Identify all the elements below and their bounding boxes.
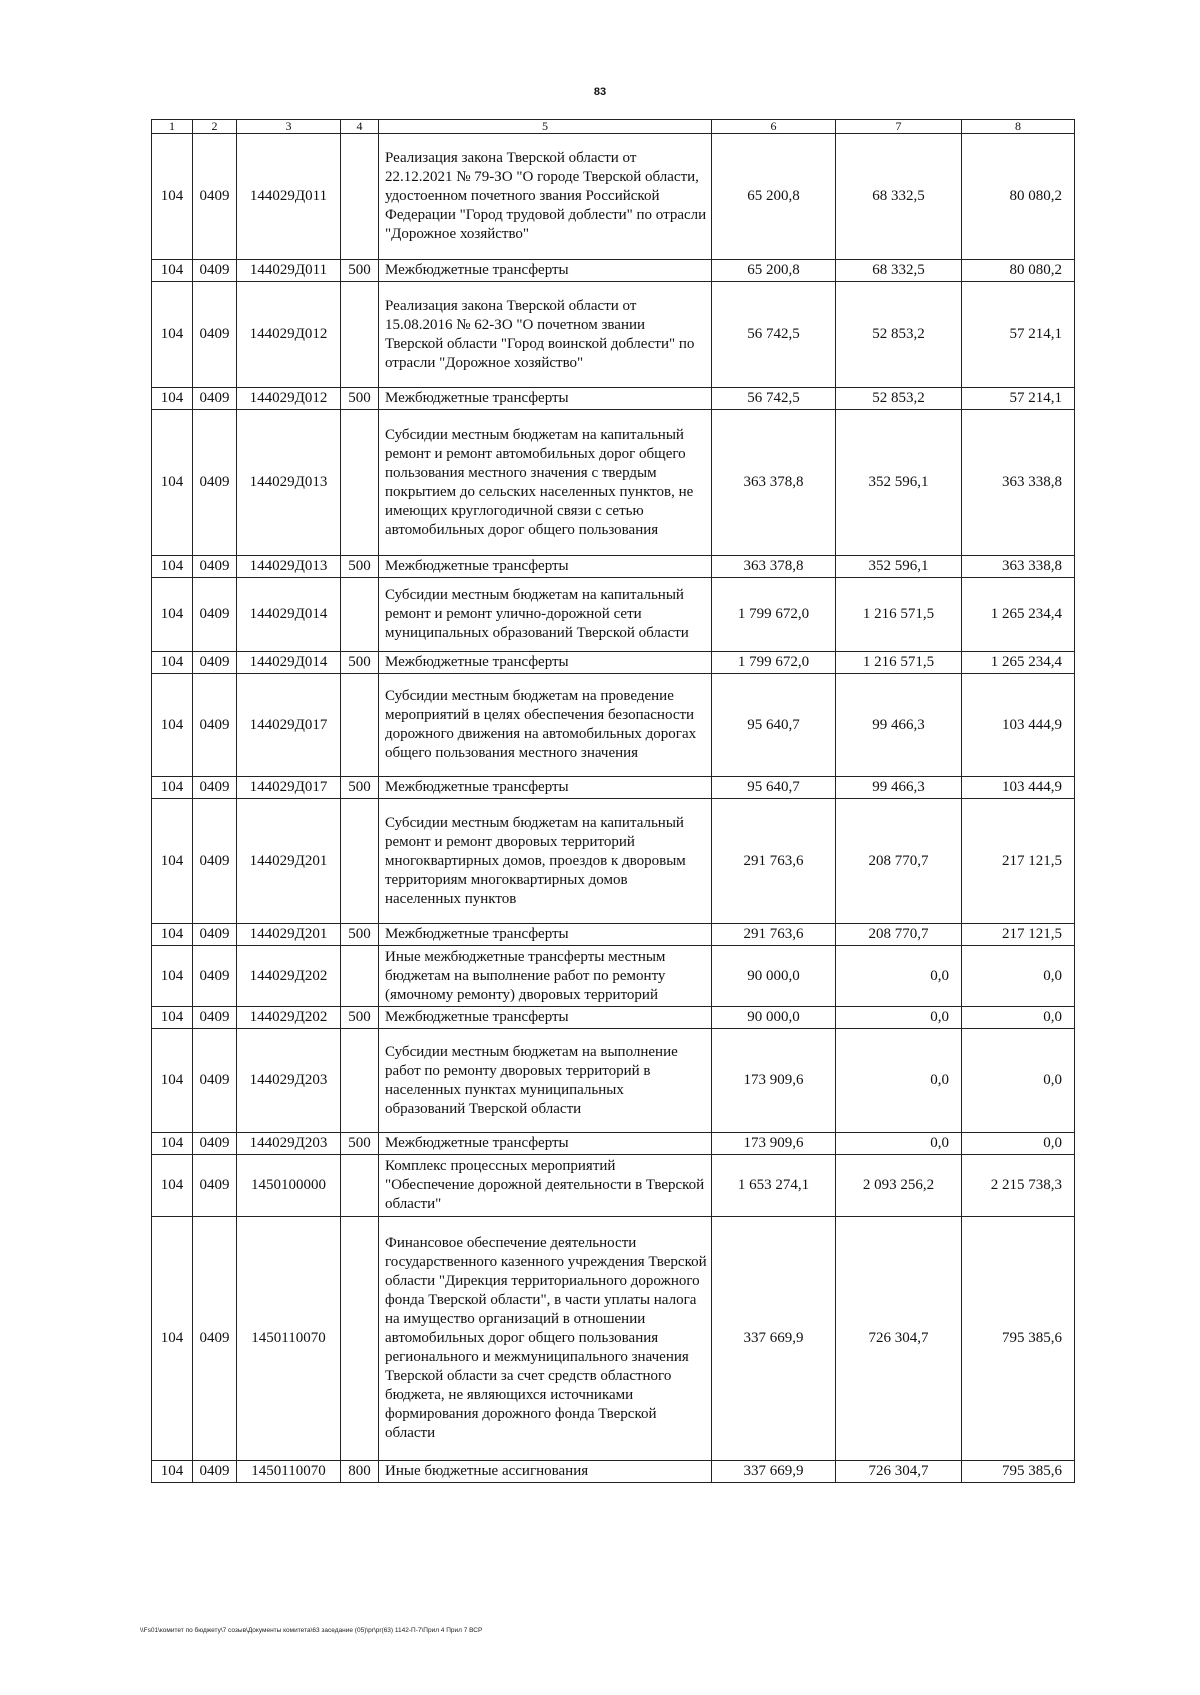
cell-target-code: 144029Д201 (237, 799, 341, 924)
col-header-7: 7 (836, 120, 962, 134)
footer-file-path: \\Fs01\комитет по бюджету\7 созыв\Документы комитета\63 заседание (05)\pr\pr(63) 1142-П-7\Прил 4 Прил 7 ВСР (140, 1627, 483, 1634)
cell-amount-year1: 65 200,8 (712, 260, 836, 282)
table-row (152, 260, 1075, 282)
cell-name: Реализация закона Тверской области от 22.12.2021 № 79-ЗО "О городе Тверской области, удостоенном почетного звания Российской Федерации "Город трудовой доблести" по отрасли "Дорожное хозяйство" (379, 134, 712, 260)
cell-amount-year1: 56 742,5 (712, 282, 836, 388)
cell-amount-year2: 1 216 571,5 (836, 578, 962, 652)
cell-ministry-code: 104 (152, 410, 193, 556)
table-row (152, 799, 1075, 924)
cell-expense-type (341, 282, 379, 388)
cell-amount-year2: 52 853,2 (836, 282, 962, 388)
cell-amount-year3: 363 338,8 (962, 410, 1075, 556)
cell-amount-year1: 1 799 672,0 (712, 652, 836, 674)
table-row (152, 556, 1075, 578)
cell-expense-type (341, 1029, 379, 1133)
cell-ministry-code: 104 (152, 134, 193, 260)
cell-section-code: 0409 (193, 1007, 237, 1029)
table-row (152, 410, 1075, 556)
cell-amount-year3: 80 080,2 (962, 260, 1075, 282)
cell-section-code: 0409 (193, 924, 237, 946)
cell-target-code: 144029Д017 (237, 674, 341, 777)
cell-section-code: 0409 (193, 578, 237, 652)
cell-amount-year1: 65 200,8 (712, 134, 836, 260)
cell-amount-year2: 726 304,7 (836, 1461, 962, 1483)
cell-section-code: 0409 (193, 799, 237, 924)
cell-amount-year3: 0,0 (962, 1007, 1075, 1029)
table-row (152, 924, 1075, 946)
cell-name: Межбюджетные трансферты (379, 1007, 712, 1029)
col-header-5: 5 (379, 120, 712, 134)
cell-amount-year1: 95 640,7 (712, 777, 836, 799)
cell-target-code: 144029Д201 (237, 924, 341, 946)
cell-amount-year3: 1 265 234,4 (962, 652, 1075, 674)
cell-amount-year3: 0,0 (962, 946, 1075, 1007)
cell-amount-year3: 103 444,9 (962, 674, 1075, 777)
cell-expense-type (341, 134, 379, 260)
cell-amount-year2: 2 093 256,2 (836, 1155, 962, 1217)
table-row (152, 652, 1075, 674)
page-number: 83 (593, 86, 607, 98)
table-row (152, 1461, 1075, 1483)
cell-target-code: 144029Д012 (237, 282, 341, 388)
cell-expense-type: 500 (341, 556, 379, 578)
cell-name: Иные бюджетные ассигнования (379, 1461, 712, 1483)
cell-amount-year3: 0,0 (962, 1133, 1075, 1155)
cell-expense-type: 500 (341, 652, 379, 674)
cell-expense-type: 500 (341, 1133, 379, 1155)
cell-section-code: 0409 (193, 410, 237, 556)
cell-target-code: 144029Д011 (237, 260, 341, 282)
cell-expense-type (341, 578, 379, 652)
cell-target-code: 144029Д012 (237, 388, 341, 410)
col-header-3: 3 (237, 120, 341, 134)
cell-name: Межбюджетные трансферты (379, 388, 712, 410)
cell-section-code: 0409 (193, 777, 237, 799)
table-row (152, 946, 1075, 1007)
table-row (152, 1155, 1075, 1217)
cell-expense-type (341, 946, 379, 1007)
cell-name: Межбюджетные трансферты (379, 556, 712, 578)
cell-amount-year2: 68 332,5 (836, 134, 962, 260)
cell-expense-type: 500 (341, 1007, 379, 1029)
cell-expense-type: 500 (341, 924, 379, 946)
cell-target-code: 1450110070 (237, 1461, 341, 1483)
cell-expense-type: 500 (341, 260, 379, 282)
cell-ministry-code: 104 (152, 1217, 193, 1461)
table-row (152, 1007, 1075, 1029)
table-row (152, 777, 1075, 799)
cell-name: Иные межбюджетные трансферты местным бюджетам на выполнение работ по ремонту (ямочному ремонту) дворовых территорий (379, 946, 712, 1007)
cell-target-code: 144029Д202 (237, 1007, 341, 1029)
cell-section-code: 0409 (193, 1029, 237, 1133)
table-row (152, 578, 1075, 652)
cell-amount-year3: 80 080,2 (962, 134, 1075, 260)
table-row (152, 282, 1075, 388)
cell-target-code: 144029Д011 (237, 134, 341, 260)
cell-name: Межбюджетные трансферты (379, 260, 712, 282)
cell-amount-year1: 1 653 274,1 (712, 1155, 836, 1217)
cell-ministry-code: 104 (152, 652, 193, 674)
cell-amount-year1: 337 669,9 (712, 1217, 836, 1461)
cell-amount-year3: 217 121,5 (962, 924, 1075, 946)
cell-section-code: 0409 (193, 674, 237, 777)
cell-amount-year3: 795 385,6 (962, 1217, 1075, 1461)
cell-section-code: 0409 (193, 1461, 237, 1483)
col-header-6: 6 (712, 120, 836, 134)
cell-name: Субсидии местным бюджетам на капитальный ремонт и ремонт автомобильных дорог общего пользования местного значения с твердым покрытием до сельских населенных пунктов, не имеющих круглогодичной связи с сетью автомобильных дорог общего пользования (379, 410, 712, 556)
cell-name: Субсидии местным бюджетам на капитальный ремонт и ремонт улично-дорожной сети муниципальных образований Тверской области (379, 578, 712, 652)
cell-ministry-code: 104 (152, 1133, 193, 1155)
cell-amount-year1: 56 742,5 (712, 388, 836, 410)
cell-amount-year1: 90 000,0 (712, 946, 836, 1007)
cell-target-code: 144029Д017 (237, 777, 341, 799)
cell-ministry-code: 104 (152, 1461, 193, 1483)
cell-name: Комплекс процессных мероприятий "Обеспечение дорожной деятельности в Тверской области" (379, 1155, 712, 1217)
cell-name: Реализация закона Тверской области от 15.08.2016 № 62-ЗО "О почетном звании Тверской области "Город воинской доблести" по отрасли "Дорожное хозяйство" (379, 282, 712, 388)
cell-amount-year2: 0,0 (836, 1133, 962, 1155)
cell-target-code: 1450100000 (237, 1155, 341, 1217)
cell-target-code: 144029Д202 (237, 946, 341, 1007)
cell-expense-type (341, 1155, 379, 1217)
cell-expense-type (341, 799, 379, 924)
cell-amount-year3: 57 214,1 (962, 388, 1075, 410)
cell-name: Субсидии местным бюджетам на выполнение работ по ремонту дворовых территорий в населенных пунктах муниципальных образований Тверской области (379, 1029, 712, 1133)
cell-section-code: 0409 (193, 946, 237, 1007)
cell-amount-year3: 57 214,1 (962, 282, 1075, 388)
cell-ministry-code: 104 (152, 578, 193, 652)
cell-name: Межбюджетные трансферты (379, 1133, 712, 1155)
cell-amount-year2: 0,0 (836, 1007, 962, 1029)
cell-name: Субсидии местным бюджетам на капитальный ремонт и ремонт дворовых территорий многоквартирных домов, проездов к дворовым территориям многоквартирных домов населенных пунктов (379, 799, 712, 924)
cell-expense-type: 800 (341, 1461, 379, 1483)
cell-section-code: 0409 (193, 388, 237, 410)
cell-section-code: 0409 (193, 1217, 237, 1461)
cell-expense-type (341, 1217, 379, 1461)
cell-ministry-code: 104 (152, 1155, 193, 1217)
cell-expense-type (341, 674, 379, 777)
cell-amount-year2: 99 466,3 (836, 674, 962, 777)
cell-amount-year2: 1 216 571,5 (836, 652, 962, 674)
cell-amount-year2: 352 596,1 (836, 410, 962, 556)
cell-amount-year2: 68 332,5 (836, 260, 962, 282)
cell-amount-year3: 363 338,8 (962, 556, 1075, 578)
table-row (152, 134, 1075, 260)
cell-name: Межбюджетные трансферты (379, 652, 712, 674)
cell-amount-year1: 95 640,7 (712, 674, 836, 777)
cell-amount-year2: 99 466,3 (836, 777, 962, 799)
col-header-4: 4 (341, 120, 379, 134)
cell-amount-year3: 103 444,9 (962, 777, 1075, 799)
cell-target-code: 144029Д013 (237, 410, 341, 556)
cell-section-code: 0409 (193, 556, 237, 578)
cell-amount-year1: 291 763,6 (712, 924, 836, 946)
cell-section-code: 0409 (193, 652, 237, 674)
col-header-1: 1 (152, 120, 193, 134)
cell-name: Финансовое обеспечение деятельности государственного казенного учреждения Тверской области "Дирекция территориального дорожного фонда Тверской области", в части уплаты налога на имущество организаций в отношении автомобильных дорог общего пользования регионального и межмуниципального значения Тверской области за счет средств областного бюджета, не являющихся источниками формирования дорожного фонда Тверской области (379, 1217, 712, 1461)
cell-section-code: 0409 (193, 260, 237, 282)
cell-amount-year2: 352 596,1 (836, 556, 962, 578)
cell-amount-year3: 795 385,6 (962, 1461, 1075, 1483)
cell-target-code: 144029Д203 (237, 1029, 341, 1133)
cell-ministry-code: 104 (152, 556, 193, 578)
cell-amount-year3: 217 121,5 (962, 799, 1075, 924)
cell-amount-year1: 173 909,6 (712, 1133, 836, 1155)
cell-amount-year3: 0,0 (962, 1029, 1075, 1133)
cell-section-code: 0409 (193, 1155, 237, 1217)
cell-section-code: 0409 (193, 1133, 237, 1155)
cell-amount-year1: 291 763,6 (712, 799, 836, 924)
cell-target-code: 144029Д014 (237, 578, 341, 652)
cell-amount-year2: 208 770,7 (836, 924, 962, 946)
cell-amount-year1: 363 378,8 (712, 556, 836, 578)
cell-ministry-code: 104 (152, 260, 193, 282)
cell-target-code: 144029Д014 (237, 652, 341, 674)
cell-amount-year3: 2 215 738,3 (962, 1155, 1075, 1217)
cell-ministry-code: 104 (152, 924, 193, 946)
table-row (152, 1217, 1075, 1461)
cell-amount-year2: 0,0 (836, 1029, 962, 1133)
cell-ministry-code: 104 (152, 777, 193, 799)
cell-name: Межбюджетные трансферты (379, 777, 712, 799)
col-header-2: 2 (193, 120, 237, 134)
cell-expense-type: 500 (341, 777, 379, 799)
cell-amount-year1: 90 000,0 (712, 1007, 836, 1029)
cell-ministry-code: 104 (152, 674, 193, 777)
col-header-8: 8 (962, 120, 1075, 134)
cell-amount-year2: 0,0 (836, 946, 962, 1007)
cell-ministry-code: 104 (152, 1007, 193, 1029)
cell-target-code: 144029Д013 (237, 556, 341, 578)
cell-target-code: 1450110070 (237, 1217, 341, 1461)
cell-target-code: 144029Д203 (237, 1133, 341, 1155)
cell-amount-year1: 363 378,8 (712, 410, 836, 556)
cell-name: Межбюджетные трансферты (379, 924, 712, 946)
cell-ministry-code: 104 (152, 1029, 193, 1133)
cell-ministry-code: 104 (152, 388, 193, 410)
cell-ministry-code: 104 (152, 282, 193, 388)
budget-table (151, 119, 1075, 1483)
cell-amount-year1: 1 799 672,0 (712, 578, 836, 652)
cell-name: Субсидии местным бюджетам на проведение мероприятий в целях обеспечения безопасности дорожного движения на автомобильных дорогах общего пользования местного значения (379, 674, 712, 777)
cell-amount-year2: 208 770,7 (836, 799, 962, 924)
cell-ministry-code: 104 (152, 799, 193, 924)
table-header-row (152, 120, 1075, 134)
cell-amount-year2: 52 853,2 (836, 388, 962, 410)
cell-amount-year3: 1 265 234,4 (962, 578, 1075, 652)
cell-amount-year1: 173 909,6 (712, 1029, 836, 1133)
table-row (152, 674, 1075, 777)
table-row (152, 1133, 1075, 1155)
table-row (152, 1029, 1075, 1133)
cell-amount-year2: 726 304,7 (836, 1217, 962, 1461)
cell-expense-type: 500 (341, 388, 379, 410)
cell-amount-year1: 337 669,9 (712, 1461, 836, 1483)
table-row (152, 388, 1075, 410)
cell-section-code: 0409 (193, 282, 237, 388)
cell-section-code: 0409 (193, 134, 237, 260)
cell-ministry-code: 104 (152, 946, 193, 1007)
cell-expense-type (341, 410, 379, 556)
